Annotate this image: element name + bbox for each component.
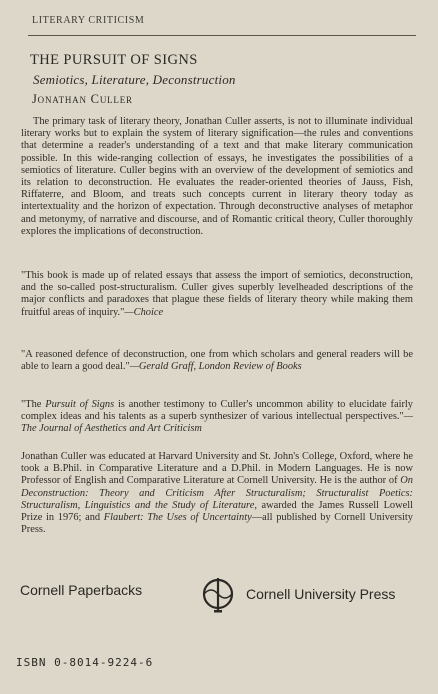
book-description: The primary task of literary theory, Jonathan Culler asserts, is not to illuminate individual literary works but to explain the system of literary signification—the rules and conventions that determine a reader's understanding of a text and that make literary communication possible. In this wide-ranging collection of essays, he investigates the possibilities of a semiotics of literature. Culler begins with an overview of the development of semiotics and its relation to deconstruction. He evaluates the reader-oriented theories of Jauss, Fish, Riffaterre, and Bloom, and treats such concepts current in literary theory today as intertextuality and the horizon of expectation. Through deconstructive analyses of metaphor and metonymy, of narrative and discourse, and of Romantic critical theory, Culler thoroughly explores the implications of deconstruction. bbox=[21, 116, 413, 237]
book-title: THE PURSUIT OF SIGNS bbox=[30, 52, 198, 68]
bio-text: awarded the James Russell Lowell Prize in 1976; and bbox=[21, 499, 414, 524]
review-text: "This book is made up of related essays that assess the import of semiotics, deconstruction, and the so-called post-structuralism. Culler gives superbly levelheaded descriptions of the major conflicts and paradoxes that plague these fields of literary theory while making them fruitful areas of inquiry." bbox=[21, 270, 413, 318]
review-text: "A reasoned defence of deconstruction, one from which scholars and general readers will be able to learn a good deal." bbox=[21, 349, 413, 373]
review-quote-journal bbox=[21, 399, 413, 436]
review-source: —The Journal of Aesthetics and Art Criticism bbox=[21, 411, 413, 435]
imprint-cornell-university-press: Cornell University Press bbox=[246, 586, 396, 602]
isbn-number: ISBN 0-8014-9224-6 bbox=[16, 656, 154, 669]
cornell-press-cup-logo-icon bbox=[198, 574, 238, 614]
review-source: —Gerald Graff, London Review of Books bbox=[129, 361, 302, 373]
review-source: —Choice bbox=[124, 306, 164, 318]
review-text: is another testimony to Culler's uncommon ability to elucidate fairly complex ideas and his talents as a superb synthesizer of various intellectual perspectives." bbox=[21, 399, 413, 423]
book-subtitle: Semiotics, Literature, Deconstruction bbox=[33, 72, 236, 87]
bio-works: Flaubert: The Uses of Uncertainty bbox=[103, 512, 252, 524]
bio-text: —all published by Cornell University Press. bbox=[21, 512, 414, 536]
imprint-cornell-paperbacks: Cornell Paperbacks bbox=[20, 582, 143, 598]
bio-works: On Deconstruction: Theory and Criticism After Structuralism; Structuralist Poetics: Structuralism, Linguistics and the Study of Literature, bbox=[21, 475, 413, 511]
category-label: LITERARY CRITICISM bbox=[32, 15, 145, 26]
review-quote-graff bbox=[21, 349, 413, 373]
header-divider bbox=[28, 35, 416, 36]
review-quote-choice bbox=[21, 270, 413, 319]
author-bio bbox=[21, 451, 413, 536]
bio-text: Jonathan Culler was educated at Harvard University and St. John's College, Oxford, where he took a B.Phil. in Comparative Literature and a D.Phil. in Modern Languages. He is now Professor of English and Comparative Literature at Cornell University. He is the author of bbox=[21, 451, 413, 487]
review-text-prefix: "The bbox=[21, 399, 46, 410]
review-title-italic: Pursuit of Signs bbox=[45, 399, 115, 410]
book-author: Jonathan Culler bbox=[32, 92, 133, 106]
